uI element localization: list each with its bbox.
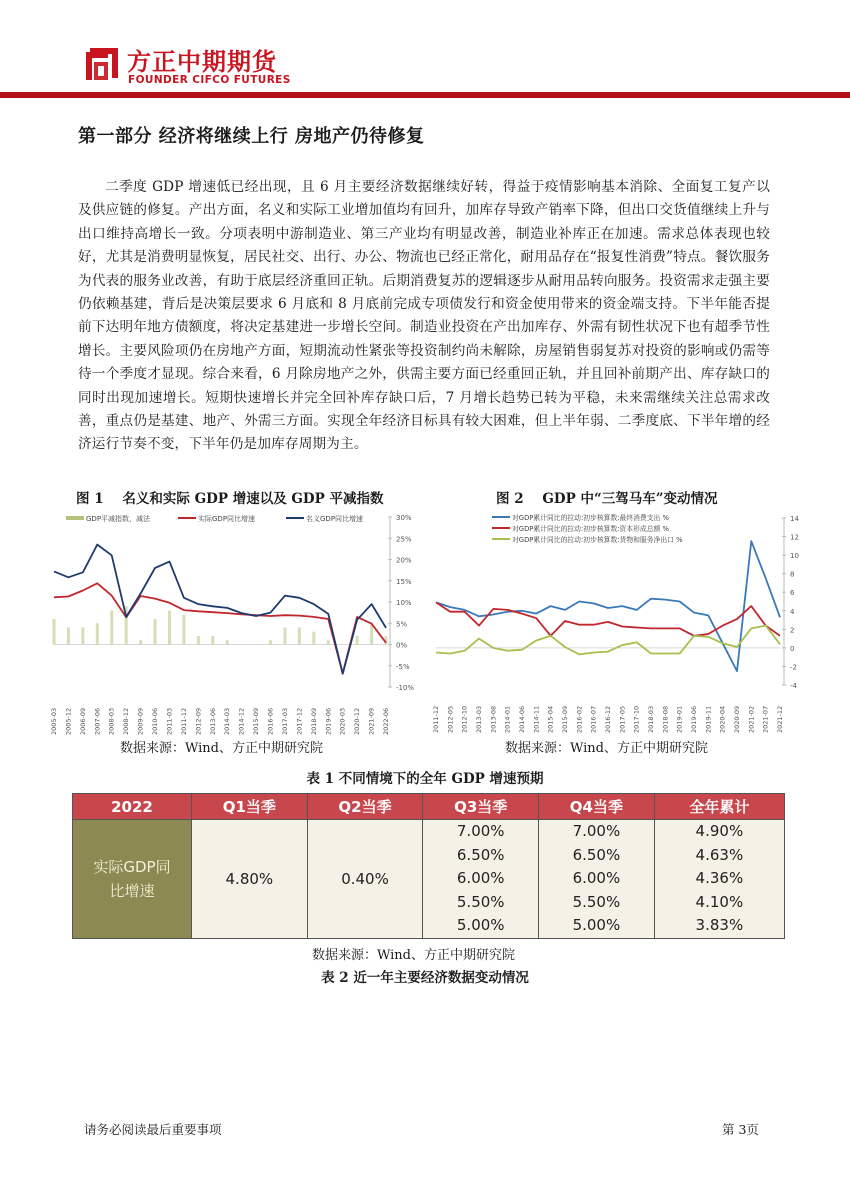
svg-text:2016-06: 2016-06 bbox=[266, 707, 275, 735]
svg-text:30%: 30% bbox=[396, 514, 412, 522]
svg-text:12: 12 bbox=[790, 533, 799, 542]
svg-text:2011-03: 2011-03 bbox=[165, 707, 174, 735]
full-year-scenario: 4.90% bbox=[695, 822, 744, 840]
svg-text:2013-08: 2013-08 bbox=[489, 705, 498, 733]
table-1-title: 表 1 不同情境下的全年 GDP 增速预期 bbox=[306, 771, 544, 787]
svg-text:2008-03: 2008-03 bbox=[107, 707, 116, 735]
svg-text:2020-04: 2020-04 bbox=[718, 705, 727, 733]
header-year: 2022 bbox=[73, 794, 192, 820]
svg-text:-5%: -5% bbox=[396, 662, 410, 671]
svg-text:25%: 25% bbox=[396, 535, 412, 544]
q3-scenario: 6.50% bbox=[456, 845, 505, 864]
svg-text:6: 6 bbox=[790, 589, 795, 598]
header-q4: Q4当季 bbox=[539, 794, 655, 820]
svg-text:2017-05: 2017-05 bbox=[618, 705, 627, 733]
svg-text:2021-02: 2021-02 bbox=[747, 705, 756, 733]
footer-notice: 请务必阅读最后重要事项 bbox=[84, 1122, 222, 1137]
svg-text:对GDP累计同比的拉动:初步核算数:货物和服务净出口 %: 对GDP累计同比的拉动:初步核算数:货物和服务净出口 % bbox=[512, 536, 683, 544]
q3-scenario: 5.00% bbox=[456, 916, 505, 934]
svg-text:2006-09: 2006-09 bbox=[78, 707, 87, 735]
svg-text:2008-12: 2008-12 bbox=[122, 707, 131, 735]
svg-text:2019-06: 2019-06 bbox=[324, 707, 333, 735]
q3-values bbox=[423, 820, 539, 939]
svg-text:对GDP累计同比的拉动:初步核算数:资本形成总额 %: 对GDP累计同比的拉动:初步核算数:资本形成总额 % bbox=[512, 525, 669, 533]
svg-text:2014-03: 2014-03 bbox=[223, 707, 232, 735]
header-q1: Q1当季 bbox=[192, 794, 308, 820]
q1-value: 4.80% bbox=[192, 820, 308, 939]
q3-scenario: 7.00% bbox=[456, 822, 505, 840]
page-header bbox=[0, 0, 850, 110]
svg-text:-10%: -10% bbox=[396, 684, 415, 692]
q4-scenario: 6.50% bbox=[572, 845, 621, 864]
svg-text:4: 4 bbox=[790, 607, 795, 616]
svg-text:2016-07: 2016-07 bbox=[589, 705, 598, 733]
table-header-row bbox=[73, 794, 785, 820]
svg-text:2014-01: 2014-01 bbox=[503, 705, 512, 733]
svg-text:2015-09: 2015-09 bbox=[252, 707, 261, 735]
svg-text:20%: 20% bbox=[396, 556, 412, 565]
figure-2-label: 图 2 bbox=[496, 491, 524, 507]
svg-text:GDP平减指数，减法: GDP平减指数，减法 bbox=[86, 515, 151, 523]
svg-text:2018-09: 2018-09 bbox=[309, 707, 318, 735]
figure-1-title bbox=[76, 487, 383, 507]
figure-2-chart bbox=[430, 505, 810, 735]
full-year-scenario: 3.83% bbox=[695, 916, 744, 934]
svg-text:2011-12: 2011-12 bbox=[432, 705, 440, 733]
figure-2-title bbox=[496, 487, 718, 507]
figure-1-label: 图 1 bbox=[76, 491, 104, 507]
svg-text:2011-12: 2011-12 bbox=[179, 707, 188, 735]
svg-text:2005-12: 2005-12 bbox=[64, 707, 73, 735]
q3-scenario: 5.50% bbox=[456, 892, 505, 911]
svg-text:2007-06: 2007-06 bbox=[93, 707, 102, 735]
svg-text:2012-05: 2012-05 bbox=[446, 705, 455, 733]
svg-text:2016-02: 2016-02 bbox=[575, 705, 584, 733]
q3-scenario: 6.00% bbox=[456, 869, 505, 887]
svg-text:0: 0 bbox=[790, 644, 795, 653]
svg-text:5%: 5% bbox=[396, 620, 408, 629]
page-number: 第 3页 bbox=[722, 1122, 759, 1137]
svg-text:2018-08: 2018-08 bbox=[661, 705, 670, 733]
header-q2: Q2当季 bbox=[307, 794, 423, 820]
row-label-real-gdp bbox=[73, 820, 192, 939]
svg-text:2012-09: 2012-09 bbox=[194, 707, 203, 735]
svg-text:-2: -2 bbox=[790, 663, 797, 672]
svg-text:2005-03: 2005-03 bbox=[50, 707, 58, 735]
svg-text:2013-03: 2013-03 bbox=[475, 705, 483, 733]
svg-text:2017-03: 2017-03 bbox=[280, 707, 289, 735]
logo-english-name: FOUNDER CIFCO FUTURES bbox=[128, 74, 291, 86]
svg-text:10%: 10% bbox=[396, 599, 412, 607]
gdp-forecast-table bbox=[72, 793, 785, 939]
svg-text:2014-12: 2014-12 bbox=[237, 707, 246, 735]
svg-text:2015-04: 2015-04 bbox=[546, 705, 555, 733]
svg-text:2009-09: 2009-09 bbox=[136, 707, 145, 735]
svg-text:2013-06: 2013-06 bbox=[208, 707, 217, 735]
q4-scenario: 6.00% bbox=[572, 869, 621, 887]
svg-text:2014-06: 2014-06 bbox=[518, 705, 526, 733]
svg-text:8: 8 bbox=[790, 570, 795, 579]
svg-text:2021-12: 2021-12 bbox=[776, 705, 784, 733]
figure-1-caption: 名义和实际 GDP 增速以及 GDP 平减指数 bbox=[122, 491, 384, 507]
svg-text:14: 14 bbox=[790, 515, 799, 523]
svg-text:2010-06: 2010-06 bbox=[151, 707, 160, 735]
svg-text:2020-03: 2020-03 bbox=[338, 707, 347, 735]
full-year-scenario: 4.63% bbox=[695, 845, 744, 864]
svg-text:2017-10: 2017-10 bbox=[632, 705, 641, 733]
header-full-year: 全年累计 bbox=[654, 794, 784, 820]
svg-text:2019-01: 2019-01 bbox=[675, 705, 684, 733]
svg-text:2019-11: 2019-11 bbox=[704, 705, 713, 733]
table-row bbox=[73, 820, 785, 939]
svg-text:2017-12: 2017-12 bbox=[295, 707, 304, 735]
svg-text:0%: 0% bbox=[396, 641, 408, 650]
svg-text:对GDP累计同比的拉动:初步核算数:最终消费支出 %: 对GDP累计同比的拉动:初步核算数:最终消费支出 % bbox=[512, 514, 669, 522]
svg-text:15%: 15% bbox=[396, 577, 412, 586]
header-q3: Q3当季 bbox=[423, 794, 539, 820]
row-label-text: 实际GDP同比增速 bbox=[93, 857, 171, 900]
section-title: 第一部分 经济将继续上行 房地产仍待修复 bbox=[78, 126, 425, 147]
svg-text:2016-12: 2016-12 bbox=[604, 705, 612, 733]
logo-chinese-name: 方正中期期货 bbox=[127, 48, 277, 76]
svg-text:2012-10: 2012-10 bbox=[460, 705, 469, 733]
svg-text:2021-09: 2021-09 bbox=[367, 707, 376, 735]
svg-text:2021-07: 2021-07 bbox=[761, 705, 770, 733]
svg-text:2022-06: 2022-06 bbox=[382, 707, 390, 735]
q4-values bbox=[539, 820, 655, 939]
figure-1-chart bbox=[50, 505, 420, 735]
q2-value: 0.40% bbox=[307, 820, 423, 939]
svg-text:2014-11: 2014-11 bbox=[532, 705, 541, 733]
q4-scenario: 5.00% bbox=[572, 916, 621, 934]
svg-text:2: 2 bbox=[790, 626, 795, 635]
figure-1-source: 数据来源：Wind、方正中期研究院 bbox=[120, 741, 323, 756]
figure-2-source: 数据来源：Wind、方正中期研究院 bbox=[505, 741, 708, 756]
svg-text:2020-09: 2020-09 bbox=[733, 705, 741, 733]
figure-2-caption: GDP 中“三驾马车”变动情况 bbox=[542, 491, 718, 507]
full-year-scenario: 4.36% bbox=[695, 869, 744, 887]
q4-scenario: 7.00% bbox=[572, 822, 621, 840]
svg-text:10: 10 bbox=[790, 552, 799, 561]
table-1-source: 数据来源：Wind、方正中期研究院 bbox=[312, 948, 515, 963]
svg-text:2019-06: 2019-06 bbox=[690, 705, 698, 733]
full-year-values bbox=[654, 820, 784, 939]
svg-text:名义GDP同比增速: 名义GDP同比增速 bbox=[306, 515, 364, 523]
svg-text:2015-09: 2015-09 bbox=[561, 705, 569, 733]
table-2-title: 表 2 近一年主要经济数据变动情况 bbox=[321, 970, 529, 986]
header-divider bbox=[0, 92, 850, 98]
svg-text:2018-03: 2018-03 bbox=[647, 705, 655, 733]
founder-logo-icon bbox=[82, 44, 122, 84]
svg-text:-4: -4 bbox=[790, 682, 797, 690]
svg-text:实际GDP同比增速: 实际GDP同比增速 bbox=[198, 515, 256, 523]
body-paragraph: 二季度 GDP 增速低已经出现，且 6 月主要经济数据继续好转，得益于疫情影响基本消除、全面复工复产以及供应链的修复。产出方面，名义和实际工业增加值均有回升，加库存导致产销率下降，但出口交货值继续上升与出口维持高增长一致。分项表明中游制造业、第三产业均有明显改善，制造业补库正在加速。需求总体表现也较好，尤其是消费明显恢复，居民社交、出行、办公、物流也已经正常化，耐用品存在“报复性消费”特点。餐饮服务为代表的服务业改善，有助于底层经济重回正轨。后期消费复苏的逻辑逐步从耐用品转向服务。投资需求走强主要仍依赖基建，背后是决策层要求 6 月底和 8 月底前完成专项债发行和资金使用带来的资金端支持。下半年能否提前下达明年地方债额度，将决定基建进一步增长空间。制造业投资在产出加库存、外需有韧性状况下也有超季节性增长。主要风险项仍在房地产方面，短期流动性紧张等投资制约尚未解除，房屋销售弱复苏对投资的影响或仍需等待一个季度才显现。综合来看，6 月除房地产之外，供需主要方面已经重回正轨，并且回补前期产出、库存缺口的同时出现加速增长。短期快速增长并完全回补库存缺口后，7 月增长趋势已转为平稳，未来需继续关注总需求改善，重点仍是基建、地产、外需三方面。实现全年经济目标具有较大困难，但上半年弱、二季度底、下半年增的经济运行节奏不变，下半年仍是加库存周期为主。 bbox=[78, 179, 770, 453]
q4-scenario: 5.50% bbox=[572, 892, 621, 911]
full-year-scenario: 4.10% bbox=[695, 892, 744, 911]
svg-text:2020-12: 2020-12 bbox=[353, 707, 362, 735]
